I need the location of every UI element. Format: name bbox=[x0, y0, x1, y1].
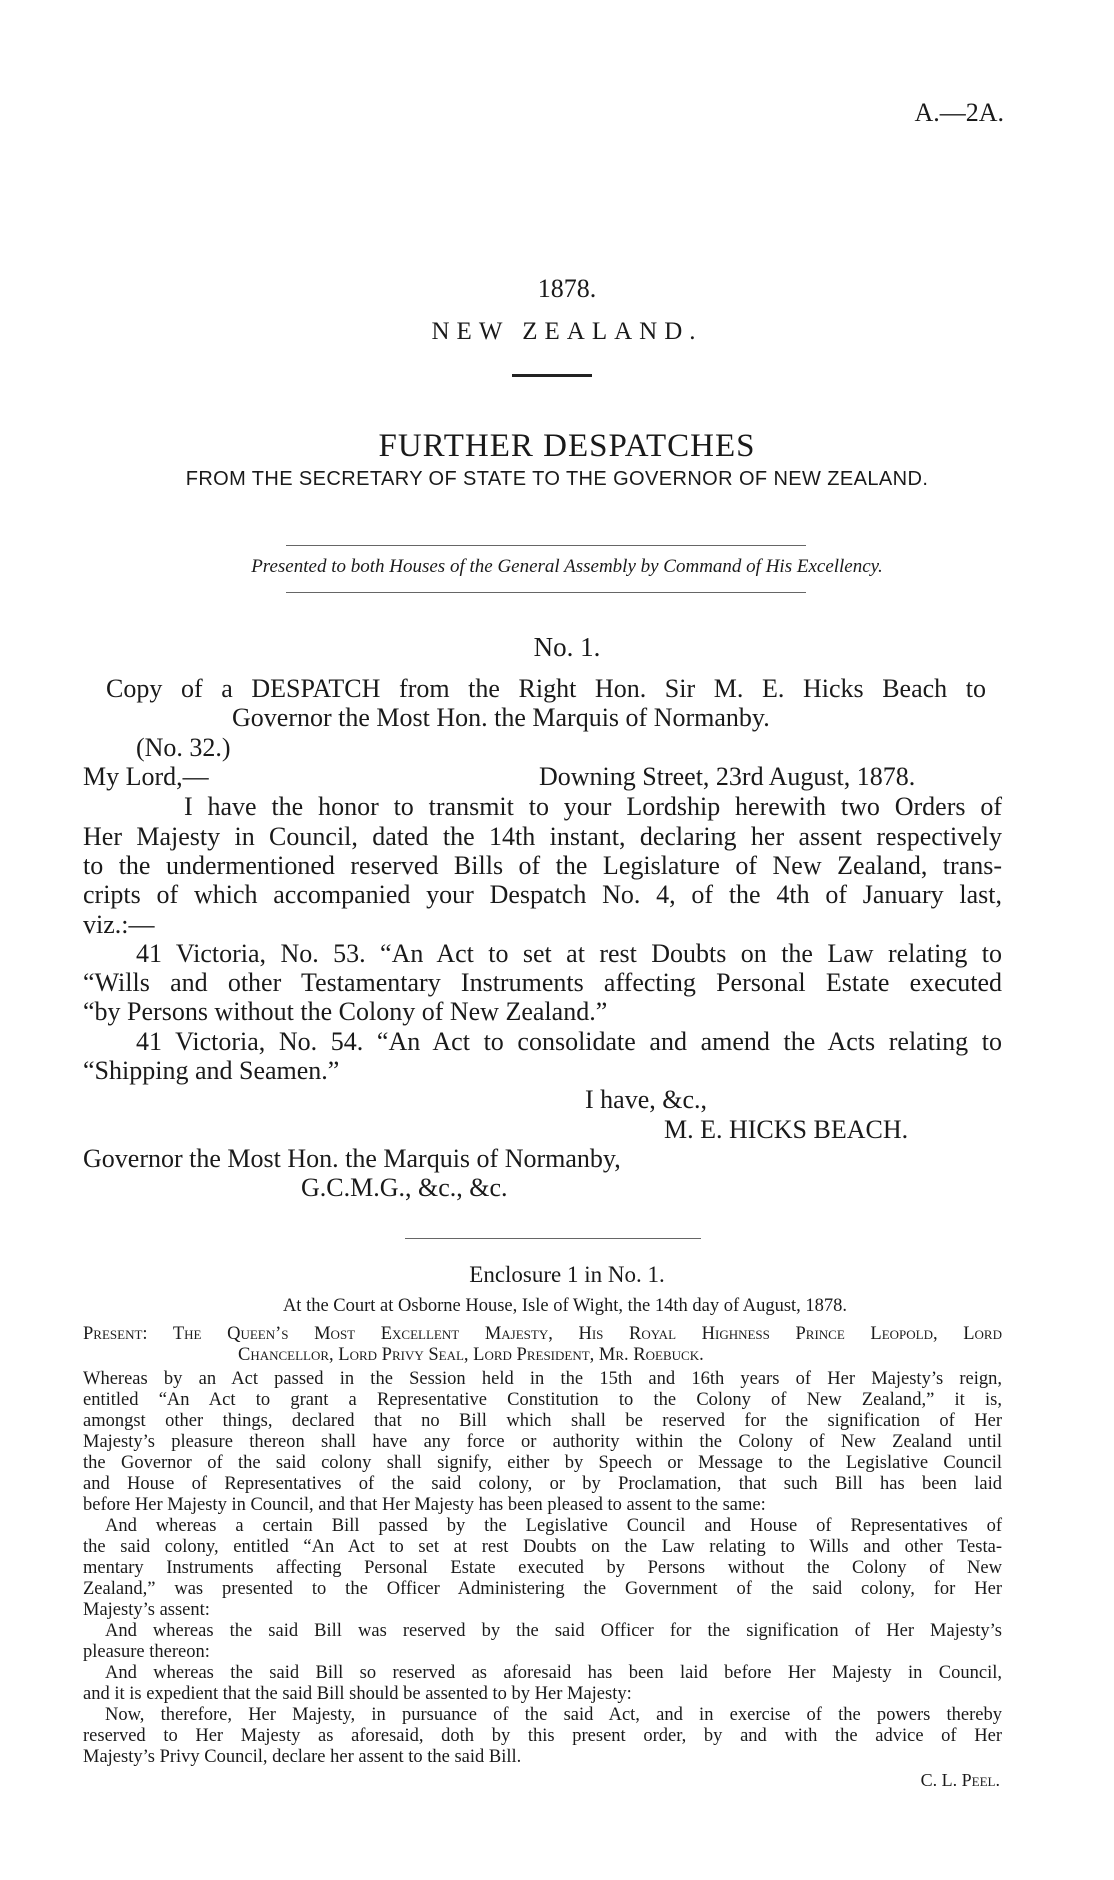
presented-bottom-rule bbox=[286, 592, 806, 593]
despatch-place-date: Downing Street, 23rd August, 1878. bbox=[539, 762, 916, 791]
enclosure-line-13: And whereas the said Bill was reserved by the said Officer for the signification of Her Majesty’s bbox=[105, 1621, 1002, 1641]
enclosure-line-10: mentary Instruments affecting Personal Estate executed by Persons without the Colony of New bbox=[83, 1558, 1002, 1578]
enclosure-line-2: entitled “An Act to grant a Representative Constitution to the Colony of New Zealand,” it is, bbox=[83, 1390, 1002, 1410]
header-rule bbox=[512, 374, 592, 377]
despatch-ref-number: (No. 32.) bbox=[136, 733, 231, 762]
enclosure-line-3: amongst other things, declared that no Bill which shall be reserved for the signification of Her bbox=[83, 1411, 1002, 1431]
despatch-body-line-3: to the undermentioned reserved Bills of the Legislature of New Zealand, trans- bbox=[83, 851, 1002, 880]
enclosure-line-15: And whereas the said Bill so reserved as aforesaid has been laid before Her Majesty in Council, bbox=[105, 1663, 1002, 1683]
enclosure-line-7: before Her Majesty in Council, and that Her Majesty has been pleased to assent to the same: bbox=[83, 1495, 766, 1515]
enclosure-line-14: pleasure thereon: bbox=[83, 1642, 210, 1662]
despatch-item-2-line-1: 41 Victoria, No. 54. “An Act to consolidate and amend the Acts relating to bbox=[136, 1027, 1002, 1056]
enclosure-line-16: and it is expedient that the said Bill should be assented to by Her Majesty: bbox=[83, 1684, 632, 1704]
enclosure-court: At the Court at Osborne House, Isle of Wight, the 14th day of August, 1878. bbox=[282, 1296, 848, 1316]
document-title: FURTHER DESPATCHES bbox=[378, 428, 756, 464]
despatch-heading-line-1: Copy of a DESPATCH from the Right Hon. Sir M. E. Hicks Beach to bbox=[106, 674, 986, 703]
enclosure-present-line-1: Present: The Queen’s Most Excellent Majesty, His Royal Highness Prince Leopold, Lord bbox=[83, 1324, 1002, 1344]
despatch-item-1-line-3: “by Persons without the Colony of New Zealand.” bbox=[83, 997, 608, 1026]
presented-note: Presented to both Houses of the General Assembly by Command of His Excellency. bbox=[251, 556, 883, 577]
despatch-addressee-line-1: Governor the Most Hon. the Marquis of Normanby, bbox=[83, 1144, 621, 1173]
document-subtitle: FROM THE SECRETARY OF STATE TO THE GOVERNOR OF NEW ZEALAND. bbox=[185, 468, 929, 490]
enclosure-present-line-2: Chancellor, Lord Privy Seal, Lord President, Mr. Roebuck. bbox=[238, 1345, 704, 1365]
enclosure-line-9: the said colony, entitled “An Act to set at rest Doubts on the Law relating to Wills and other Testa- bbox=[83, 1537, 1002, 1557]
enclosure-line-17: Now, therefore, Her Majesty, in pursuance of the said Act, and in exercise of the powers thereby bbox=[105, 1705, 1002, 1725]
despatch-body-line-2: Her Majesty in Council, dated the 14th instant, declaring her assent respectively bbox=[83, 822, 1002, 851]
enclosure-title: Enclosure 1 in No. 1. bbox=[469, 1262, 665, 1287]
despatch-body-line-4: cripts of which accompanied your Despatch No. 4, of the 4th of January last, bbox=[83, 880, 1002, 909]
enclosure-line-1: Whereas by an Act passed in the Session held in the 15th and 16th years of Her Majesty’s reign, bbox=[83, 1369, 1002, 1389]
presented-top-rule bbox=[286, 545, 806, 546]
despatch-item-1-line-2: “Wills and other Testamentary Instruments affecting Personal Estate executed bbox=[83, 968, 1002, 997]
document-country: NEW ZEALAND. bbox=[431, 318, 703, 345]
document-reference: A.—2A. bbox=[914, 98, 1004, 127]
enclosure-line-11: Zealand,” was presented to the Officer Administering the Government of the said colony, for Her bbox=[83, 1579, 1002, 1599]
enclosure-line-19: Majesty’s Privy Council, declare her assent to the said Bill. bbox=[83, 1747, 522, 1767]
despatch-salutation: My Lord,— bbox=[83, 762, 209, 791]
enclosure-line-18: reserved to Her Majesty as aforesaid, doth by this present order, by and with the advice of Her bbox=[83, 1726, 1002, 1746]
despatch-signature: M. E. HICKS BEACH. bbox=[664, 1115, 909, 1144]
enclosure-line-5: the Governor of the said colony shall signify, either by Speech or Message to the Legislative Council bbox=[83, 1453, 1002, 1473]
document-year: 1878. bbox=[537, 274, 597, 303]
enclosure-line-6: and House of Representatives of the said colony, or by Proclamation, that such Bill has been laid bbox=[83, 1474, 1002, 1494]
enclosure-line-4: Majesty’s pleasure thereon shall have any force or authority within the Colony of New Zealand until bbox=[83, 1432, 1002, 1452]
enclosure-signature: C. L. Peel. bbox=[920, 1770, 1000, 1790]
despatch-item-2-line-2: “Shipping and Seamen.” bbox=[83, 1056, 340, 1085]
despatch-body-line-5: viz.:— bbox=[83, 910, 155, 939]
enclosure-line-8: And whereas a certain Bill passed by the Legislative Council and House of Representatives of bbox=[105, 1516, 1002, 1536]
despatch-closing: I have, &c., bbox=[585, 1085, 708, 1114]
despatch-addressee-line-2: G.C.M.G., &c., &c. bbox=[301, 1173, 508, 1202]
despatch-body-line-1: I have the honor to transmit to your Lordship herewith two Orders of bbox=[184, 792, 1002, 821]
despatch-number: No. 1. bbox=[533, 632, 601, 662]
despatch-item-1-line-1: 41 Victoria, No. 53. “An Act to set at rest Doubts on the Law relating to bbox=[136, 939, 1002, 968]
despatch-heading-line-2: Governor the Most Hon. the Marquis of Normanby. bbox=[232, 703, 770, 732]
section-divider bbox=[405, 1238, 701, 1239]
enclosure-line-12: Majesty’s assent: bbox=[83, 1600, 210, 1620]
